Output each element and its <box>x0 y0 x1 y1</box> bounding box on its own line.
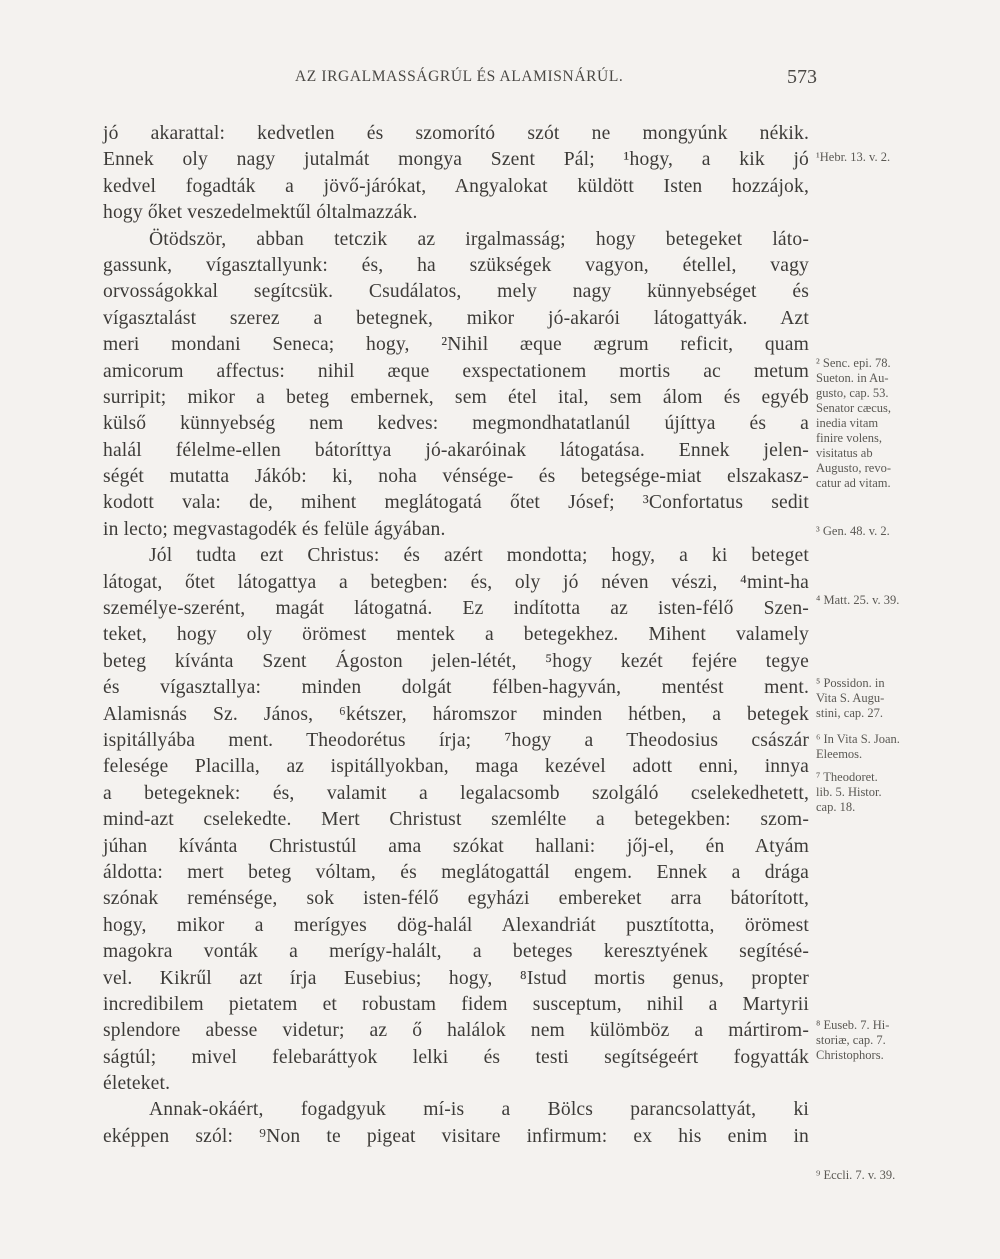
text-line: halál félelme-ellen bátoríttya jó-akaróinak látogatása. Ennek jelen- <box>103 439 809 461</box>
text-line: áldotta: mert beteg vóltam, és meglátogattál engem. Ennek a drága <box>103 861 809 883</box>
text-line: és vígasztallya: minden dolgát félben-hagyván, mentést ment. <box>103 677 809 699</box>
text-line: Annak-okáért, fogadgyuk mí-is a Bölcs parancsolattyát, ki <box>149 1099 809 1121</box>
text-line: splendore abesse videtur; az ő halálok nem külömböz a mártirom- <box>103 1020 809 1042</box>
text-line: meri mondani Seneca; hogy, ²Nihil æque ægrum reficit, quam <box>103 334 809 356</box>
text-line: teket, hogy oly örömest mentek a betegekhez. Mihent valamely <box>103 624 809 646</box>
margin-note-6: ⁶ In Vita S. Joan. Eleemos. <box>816 732 900 761</box>
page-number: 573 <box>787 66 817 88</box>
margin-note-9: ⁹ Eccli. 7. v. 39. <box>816 1168 896 1182</box>
text-line: vígasztalást szerez a betegnek, mikor jó-akarói látogattyák. Azt <box>103 307 809 329</box>
text-line: Ennek oly nagy jutalmát mongya Szent Pál; ¹hogy, a kik jó <box>103 149 809 171</box>
text-line: ségét mutatta Jákób: ki, noha vénsége- és betegsége-miat elszakasz- <box>103 466 809 488</box>
text-line: hogy, mikor a merígyes dög-halál Alexandriát pusztította, örömest <box>103 914 809 936</box>
text-line: eképpen szól: ⁹Non te pigeat visitare infirmum: ex his enim in <box>103 1125 809 1147</box>
running-title: AZ IRGALMASSÁGRÚL ÉS ALAMISNÁRÚL. <box>295 68 624 85</box>
text-line: ságtúl; mivel felebaráttyok lelki és testi segítségeért fogyatták <box>103 1046 809 1068</box>
margin-note-4: ⁴ Matt. 25. v. 39. <box>816 593 900 607</box>
text-line: kedvel fogadták a jövő-járókat, Angyalokat küldött Isten hozzájok, <box>103 175 809 197</box>
text-line: in lecto; megvastagodék és felüle ágyában. <box>103 518 446 540</box>
text-line: beteg kívánta Szent Ágoston jelen-létét, ⁵hogy kezét fejére tegye <box>103 650 809 672</box>
text-line: életeket. <box>103 1073 171 1095</box>
text-line: jó akarattal: kedvetlen és szomorító szót ne mongyúnk nékik. <box>103 123 809 144</box>
text-line: Jól tudta ezt Christus: és azért mondotta; hogy, a ki beteget <box>149 545 809 567</box>
text-line: júhan kívánta Christustúl ama szókat hallani: jőj-el, én Atyám <box>103 835 809 857</box>
text-line: látogat, őtet látogattya a betegben: és, oly jó néven vészi, ⁴mint-ha <box>103 571 809 593</box>
margin-note-2: ² Senc. epi. 78. Sueton. in Au- gusto, cap. 53. Senator cæcus, inedia vitam finire volens, visitatus ab Augusto, revo- catur ad vitam. <box>816 356 891 490</box>
text-line: gassunk, vígasztallyunk: és, ha szükségek vagyon, étellel, vagy <box>103 254 809 276</box>
margin-note-3: ³ Gen. 48. v. 2. <box>816 524 890 538</box>
page-header <box>0 68 1000 98</box>
text-line: kodott vala: de, mihent meglátogatá őtet Jósef; ³Confortatus sedit <box>103 492 809 514</box>
margin-note-7: ⁷ Theodoret. lib. 5. Histor. cap. 18. <box>816 770 882 814</box>
text-line: Ötödször, abban tetczik az irgalmasság; hogy betegeket láto- <box>149 228 809 250</box>
text-line: személye-szerént, magát látogatná. Ez indította az isten-félő Szen- <box>103 598 809 620</box>
text-line: vel. Kikrűl azt írja Eusebius; hogy, ⁸Istud mortis genus, propter <box>103 967 809 989</box>
text-line: felesége Placilla, az ispitállyokban, maga kezével adott enni, innya <box>103 756 809 778</box>
body-text <box>103 121 809 1150</box>
margin-note-1: ¹Hebr. 13. v. 2. <box>816 150 891 164</box>
text-line: orvosságokkal segítcsük. Csudálatos, mely nagy künnyebséget és <box>103 281 809 303</box>
text-line: Alamisnás Sz. János, ⁶kétszer, háromszor minden hétben, a betegek <box>103 703 809 725</box>
text-line: incredibilem pietatem et robustam fidem susceptum, nihil a Martyrii <box>103 993 809 1015</box>
text-line: amicorum affectus: nihil æque exspectationem mortis ac metum <box>103 360 809 382</box>
text-line: surripit; mikor a beteg embernek, sem étel ital, sem álom és egyéb <box>103 386 809 408</box>
margin-note-5: ⁵ Possidon. in Vita S. Augu- stini, cap. 27. <box>816 676 885 720</box>
text-line: ispitállyába ment. Theodorétus írja; ⁷hogy a Theodosius császár <box>103 729 809 751</box>
text-line: külső künnyebség nem kedves: megmondhatatlanúl újíttya és a <box>103 413 809 435</box>
text-line: a betegeknek: és, valamit a legalacsomb szolgáló cselekedhetett, <box>103 782 809 804</box>
text-line: hogy őket veszedelmektűl óltalmazzák. <box>103 202 418 224</box>
text-line: szónak reménsége, sok isten-félő egyházi embereket arra bátorított, <box>103 888 809 910</box>
margin-note-8: ⁸ Euseb. 7. Hi- storiæ, cap. 7. Christophors. <box>816 1018 890 1062</box>
text-line: mind-azt cselekedte. Mert Christust szemlélte a betegekben: szom- <box>103 809 809 831</box>
text-line: magokra vonták a merígy-halált, a beteges keresztyének segítésé- <box>103 941 809 963</box>
